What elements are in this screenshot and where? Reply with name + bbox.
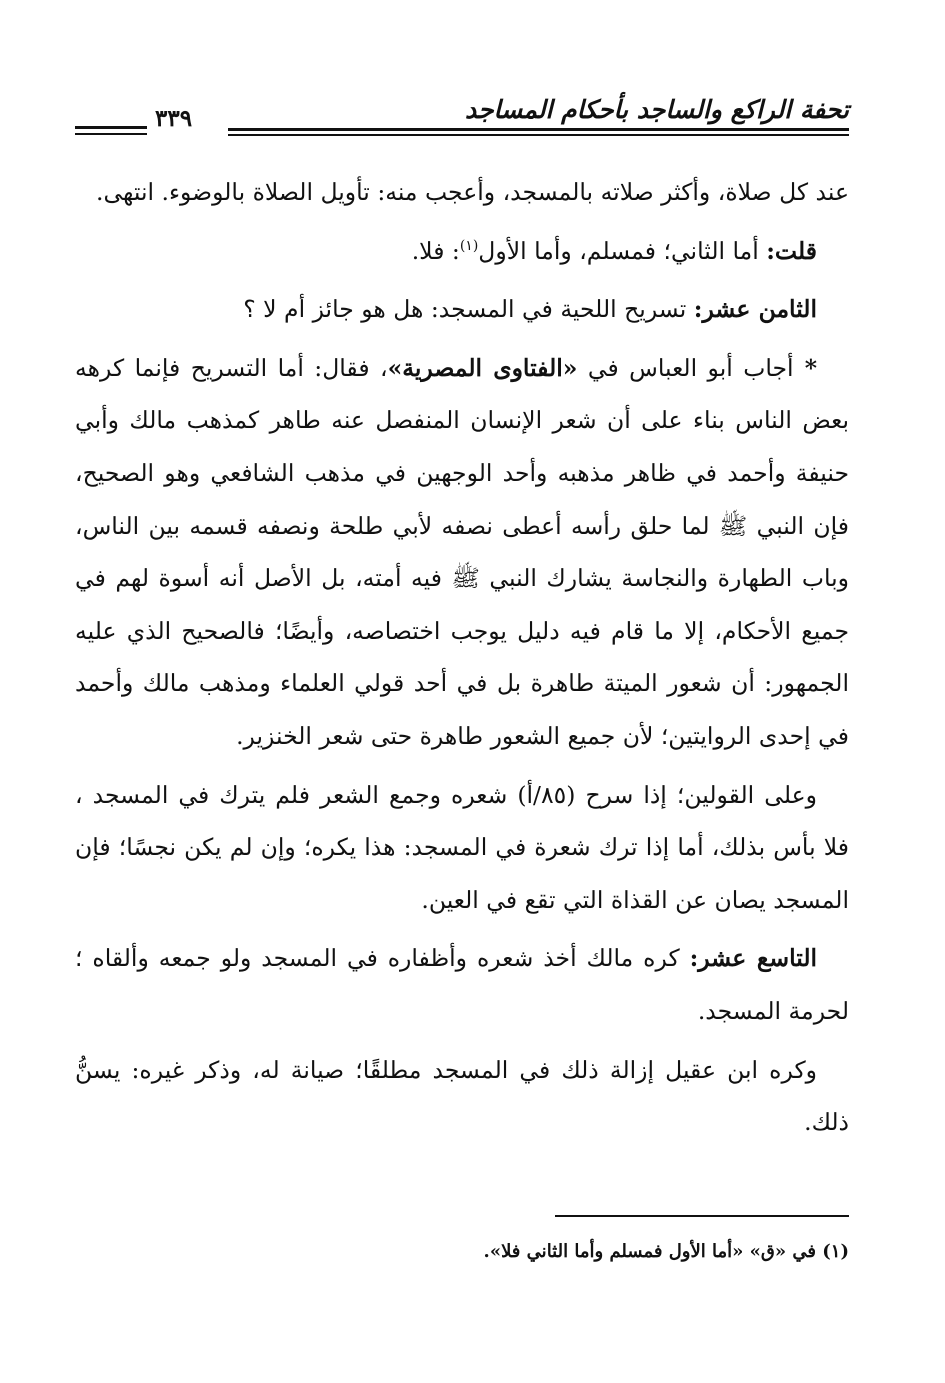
header-rule-left — [75, 126, 147, 129]
page-number: ٣٣٩ — [155, 105, 193, 132]
paragraph-6 — [75, 932, 849, 1037]
paragraph-2-lead: قلت: — [766, 236, 817, 265]
header-rule-left-lower — [75, 133, 147, 135]
paragraph-3 — [75, 283, 849, 336]
header-rule-main — [228, 128, 849, 131]
paragraph-5 — [75, 769, 849, 927]
page-header — [75, 92, 849, 140]
paragraph-6-text: كره مالك أخذ شعره وأظفاره في المسجد ولو جمعه وألقاه ؛ لحرمة المسجد. — [75, 944, 849, 1025]
paragraph-7-text: وكره ابن عقيل إزالة ذلك في المسجد مطلقًا؛ صيانة له، وذكر غيره: يسنُّ ذلك. — [75, 1055, 849, 1137]
footnote-ref-1[interactable]: (١) — [459, 237, 479, 254]
paragraph-1-text: عند كل صلاة، وأكثر صلاته بالمسجد، وأعجب منه: تأويل الصلاة بالوضوء. انتهى. — [95, 178, 849, 206]
paragraph-6-lead: التاسع عشر: — [689, 944, 818, 973]
paragraph-7 — [75, 1044, 849, 1149]
main-text — [75, 166, 849, 1149]
paragraph-4 — [75, 342, 849, 763]
footnote-1: (١) في «ق» «أما الأول فمسلم وأما الثاني فلا». — [483, 1241, 849, 1262]
paragraph-2-text-b: : فلا. — [411, 236, 460, 265]
star-marker: * — [793, 353, 818, 382]
paragraph-2 — [75, 225, 849, 278]
paragraph-5-text: وعلى القولين؛ إذا سرح (٨٥/أ) شعره وجمع الشعر فلم يترك في المسجد ، فلا بأس بذلك، أما إذا ترك شعرة في المسجد: هذا يكره؛ وإن لم يكن نجسًا؛ فإن المسجد يصان عن القذاة التي تقع في العين. — [75, 780, 849, 914]
paragraph-3-lead: الثامن عشر: — [693, 295, 817, 324]
paragraph-1 — [75, 166, 849, 219]
paragraph-3-text: تسريح اللحية في المسجد: هل هو جائز أم لا ؟ — [243, 295, 694, 324]
book-title: «الفتاوى المصرية» — [387, 353, 578, 382]
paragraph-2-text-a: أما الثاني؛ فمسلم، وأما الأول — [478, 236, 767, 265]
running-title: تحفة الراكع والساجد بأحكام المساجد — [464, 95, 849, 124]
paragraph-4-text-a: أجاب أبو العباس في — [577, 353, 794, 382]
header-rule-main-lower — [228, 134, 849, 136]
footnote-separator — [555, 1215, 849, 1217]
paragraph-4-text-b: ، فقال: أما التسريح فإنما كرهه بعض الناس بناء على أن شعر الإنسان المنفصل عنه طاهر كمذهب مالك وأبي حنيفة وأحمد في ظاهر مذهبه وأحد الوجهين في مذهب الشافعي وهو الصحيح، فإن النبي ﷺ لما حلق رأسه أعطى نصفه لأبي طلحة ونصفه قسمه بين الناس، وباب الطهارة والنجاسة يشارك النبي ﷺ فيه أمته، بل الأصل أنه أسوة لهم في جميع الأحكام، إلا ما قام فيه دليل يوجب اختصاصه، وأيضًا؛ فالصحيح الذي عليه الجمهور: أن شعور الميتة طاهرة بل في أحد قولي العلماء ومذهب مالك وأحمد في إحدى الروايتين؛ لأن جميع الشعور طاهرة حتى شعر الخنزير. — [75, 353, 849, 750]
